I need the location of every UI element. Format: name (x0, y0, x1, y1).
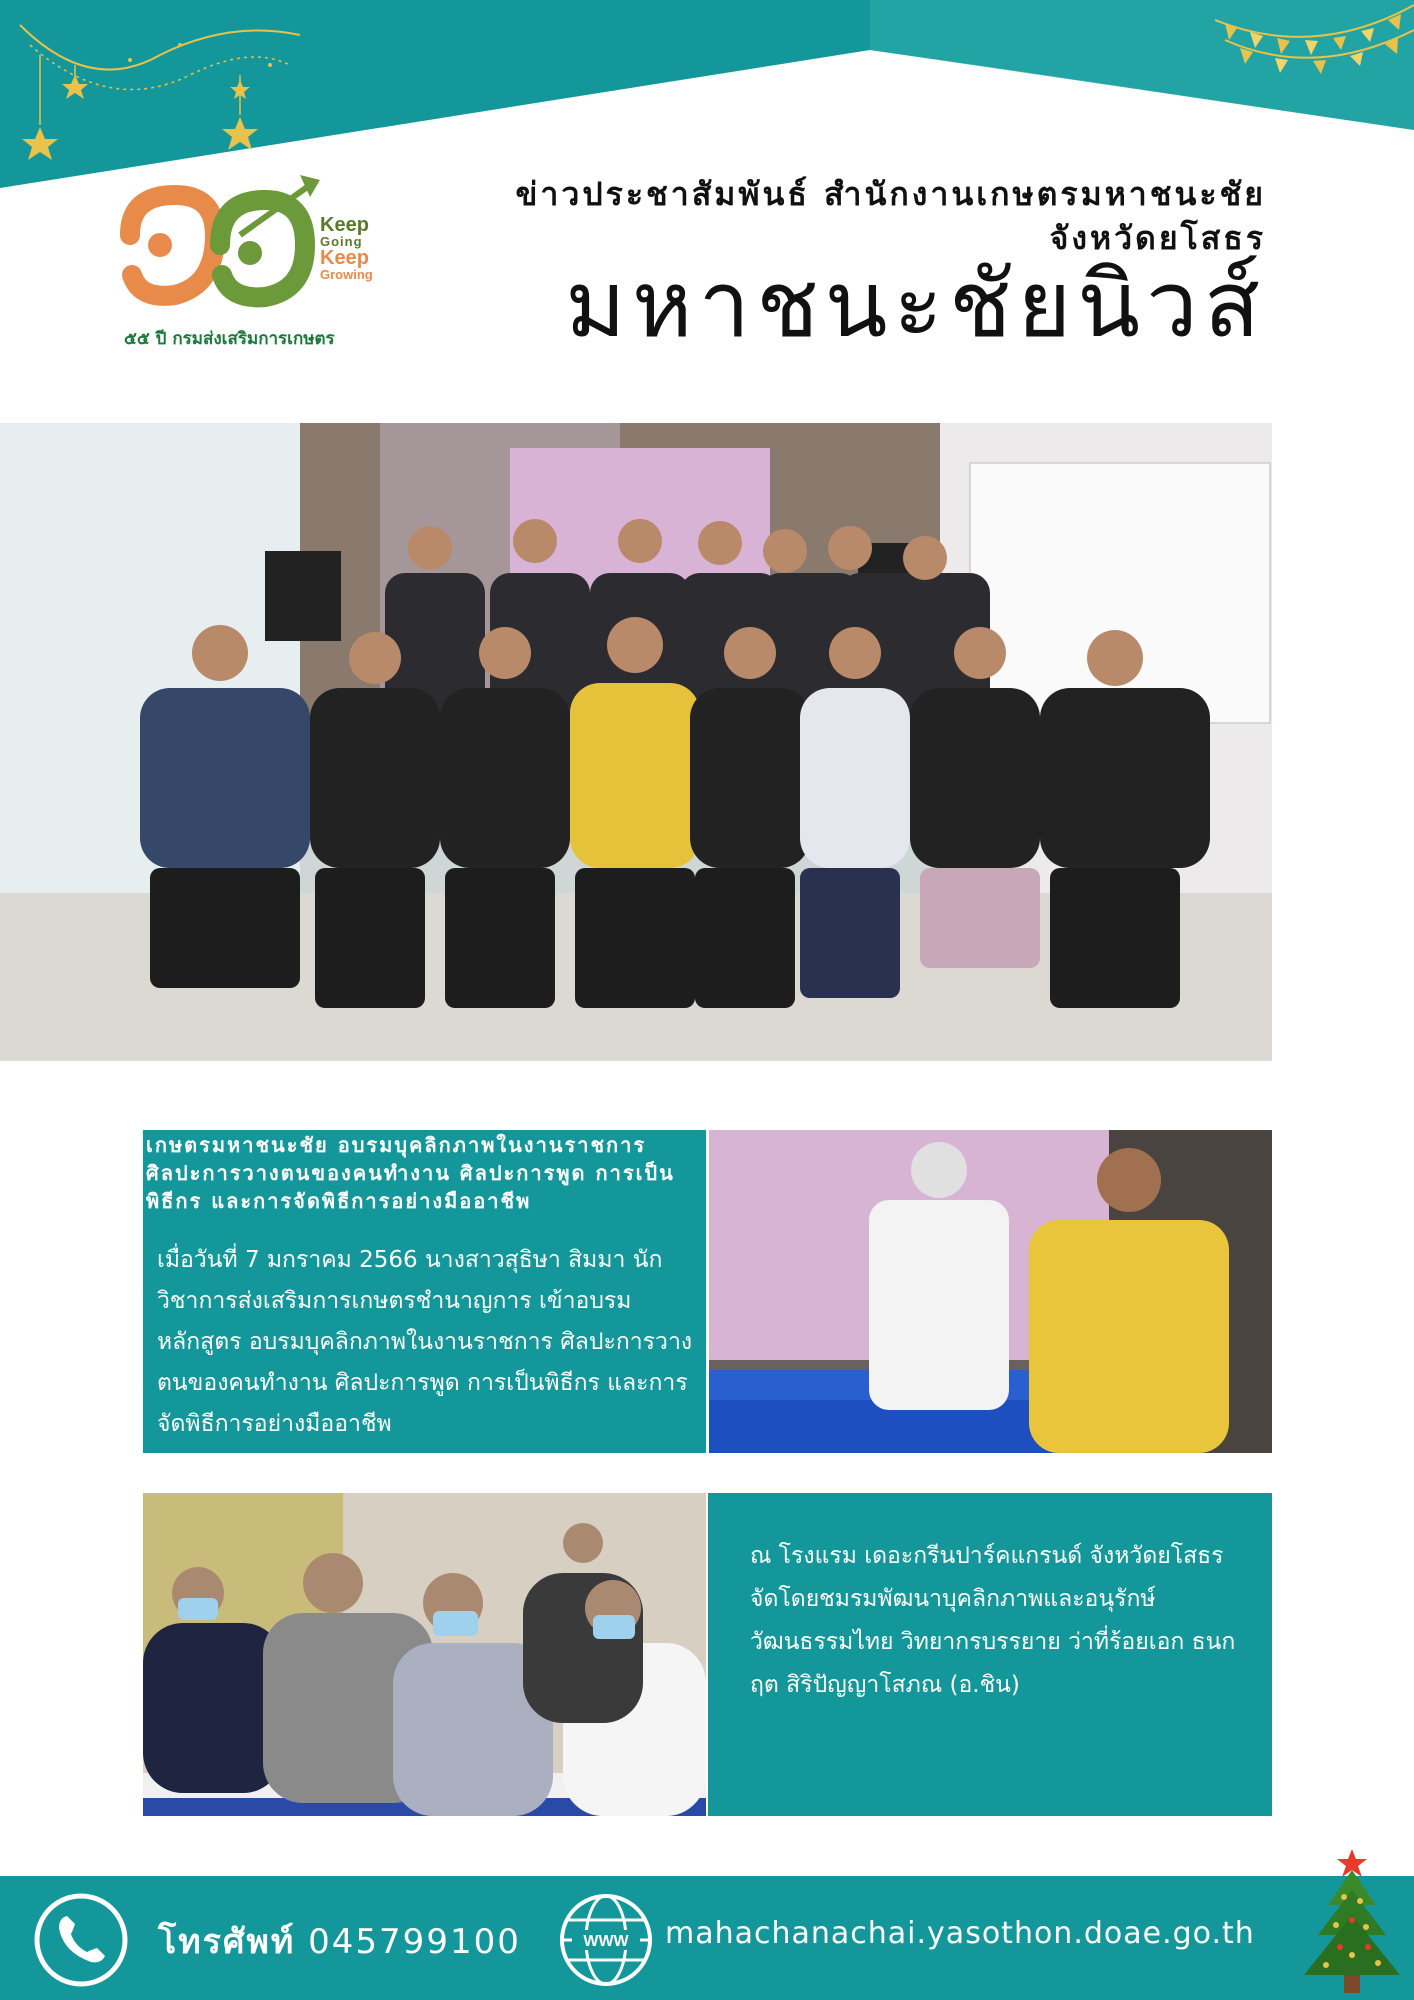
article-headline: เกษตรมหาชนะชัย อบรมบุคลิกภาพในงานราชการ ศิลปะการวางตนของคนทำงาน ศิลปะการพูด การเป็นพิธีกร และการจัดพิธีการอย่างมืออาชีพ (146, 1133, 675, 1213)
header-subtitle (366, 172, 1266, 260)
phone-contact[interactable] (158, 1914, 521, 1968)
audience-photo (143, 1493, 706, 1816)
footer (0, 1876, 1414, 2000)
website-link[interactable]: mahachanachai.yasothon.doae.go.th (665, 1916, 1255, 1951)
article-detail-box (708, 1493, 1272, 1816)
header-subtitle-line-1: ข่าวประชาสัมพันธ์ สำนักงานเกษตรมหาชนะชัย (515, 175, 1266, 213)
anniversary-logo (120, 175, 395, 355)
logo-growing: Growing (320, 267, 373, 282)
logo-numeral-graphic (120, 175, 320, 310)
logo-keep-2: Keep (320, 247, 369, 269)
article-body-2: ณ โรงแรม เดอะกรีนปาร์คแกรนด์ จังหวัดยโสธร จัดโดยชมรมพัฒนาบุคลิกภาพและอนุรักษ์วัฒนธรรมไทย วิทยากรบรรยาย ว่าที่ร้อยเอก ธนกฤต สิริปัญญาโสภณ (อ.ชิน) (750, 1543, 1236, 1698)
logo-going: Going (320, 234, 363, 249)
bunting-decoration (1215, 0, 1414, 80)
speaker-photo (709, 1130, 1272, 1453)
article-intro-box (143, 1130, 706, 1453)
globe-icon (558, 1892, 654, 1988)
phone-label: โทรศัพท์ (158, 1922, 296, 1962)
logo-keep-1: Keep (320, 214, 369, 236)
phone-icon (33, 1892, 129, 1988)
article-body-1: เมื่อวันที่ 7 มกราคม 2566 นางสาวสุธิษา สิมมา นักวิชาการส่งเสริมการเกษตรชำนาญการ เข้าอบรมหลักสูตร อบรมบุคลิกภาพในงานราชการ ศิลปะการวางตนของคนทำงาน ศิลปะการพูด การเป็นพิธีกร และการจัดพิธีการอย่างมืออาชีพ (157, 1247, 693, 1437)
logo-tagline: ๕๕ ปี กรมส่งเสริมการเกษตร (124, 329, 335, 349)
newsletter-title: มหาชนะชัยนิวส์ (565, 251, 1266, 358)
star-garland-decoration (10, 15, 310, 165)
christmas-tree-decoration (1296, 1835, 1408, 1995)
group-photo (0, 423, 1272, 1061)
www-label: WWW (583, 1933, 629, 1950)
header-subtitle-line-2: จังหวัดยโสธร (1049, 219, 1266, 257)
phone-number[interactable]: 045799100 (308, 1922, 521, 1962)
